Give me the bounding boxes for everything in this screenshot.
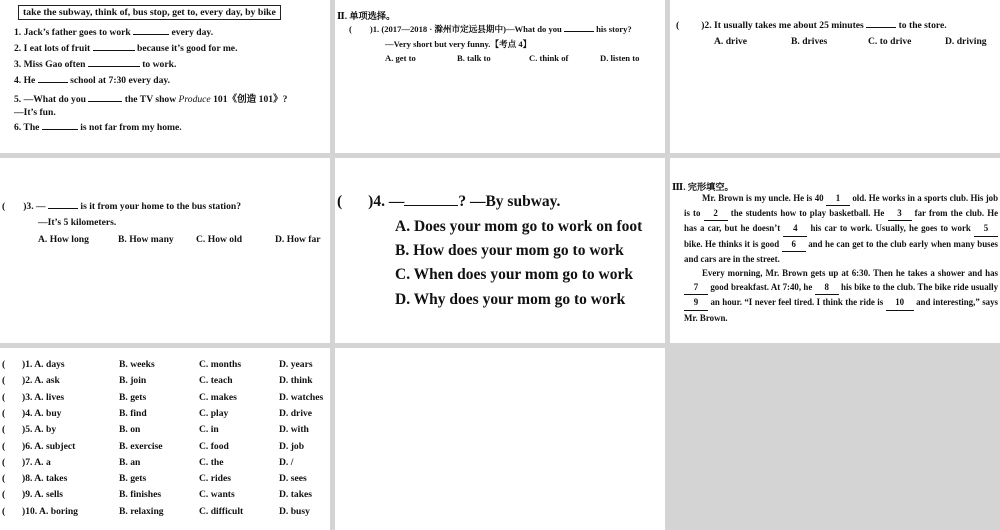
option-c: C. to drive	[868, 36, 912, 47]
option-row-10-c: C. difficult	[199, 505, 244, 517]
answer-paren: (	[2, 359, 6, 370]
option-d: D. driving	[945, 36, 987, 47]
option-row-4-a: )4. A. buy	[22, 407, 62, 419]
word-bank-box: take the subway, think of, bus stop, get to, every day, by bike	[18, 5, 281, 20]
cloze-passage: Mr. Brown is my uncle. He is 40 1 old. He works in a sports club. His job is to 2 the students how to play basketball. He 3 far from the club. He has a car, but he doesn’t 4 his car to work. Usually, he goes to work 5 bike. He thinks it is good 6 and he can get to the club early when many buses and cars are in the street. Every morning, Mr. Brown gets up at 6:30. Then he takes a shower and has 7 good breakfast. At 7:40, he 8 his bike to the club. The bike ride usually 9 an hour. “I never feel tired. I think the ride is 10 and interesting,” says Mr. Brown.	[684, 193, 999, 323]
option-row-1-a: )1. A. days	[22, 359, 65, 370]
fill-item-5: 5. —What do you the TV show Produce 101《创造 101》?	[14, 94, 288, 105]
question-1: ( )1. (2017—2018 · 滁州市定远县期中)—What do you his story?	[349, 24, 632, 34]
answer-paren: (	[2, 375, 6, 387]
cloze-options-panel	[0, 348, 330, 530]
option-row-5-a: )5. A. by	[22, 424, 57, 436]
answer-paren: (	[2, 440, 6, 452]
option-a: A. drive	[714, 36, 748, 47]
option-row-6-a: )6. A. subject	[22, 440, 76, 452]
option-row-8-b: B. gets	[119, 473, 147, 485]
option-row-10-b: B. relaxing	[119, 505, 164, 517]
option-row-4-b: B. find	[119, 407, 147, 419]
option-d: D. How far	[275, 234, 321, 245]
section-title: Ⅲ. 完形填空。	[672, 182, 734, 192]
question-3: ( )3. — is it from your home to the bus station?	[2, 201, 242, 212]
option-a: A. How long	[38, 234, 89, 245]
option-row-5-b: B. on	[119, 424, 141, 436]
option-row-3-b: B. gets	[119, 391, 147, 403]
option-b: B. drives	[791, 36, 828, 47]
option-row-1-d: D. years	[279, 359, 313, 370]
section-title: Ⅱ. 单项选择。	[337, 11, 396, 21]
option-row-4-c: C. play	[199, 407, 229, 419]
option-b: B. How many	[118, 234, 174, 245]
option-row-10-a: )10. A. boring	[22, 505, 78, 517]
option-row-1-b: B. weeks	[119, 359, 155, 370]
answer-paren: (	[2, 505, 6, 517]
answer-paren: (	[2, 489, 6, 501]
answer-paren: (	[2, 473, 6, 485]
option-row-6-d: D. job	[279, 440, 305, 452]
option-row-8-a: )8. A. takes	[22, 473, 68, 485]
option-row-2-d: D. think	[279, 375, 313, 387]
option-row-3-a: )3. A. lives	[22, 391, 65, 403]
fill-item-5-reply: —It’s fun.	[14, 107, 56, 118]
option-row-3-c: C. makes	[199, 391, 237, 403]
option-row-5-c: C. in	[199, 424, 219, 436]
fill-item-6: 6. The is not far from my home.	[14, 122, 182, 133]
option-row-9-a: )9. A. sells	[22, 489, 64, 501]
option-a: A. Does your mom go to work on foot	[395, 218, 643, 235]
option-row-9-b: B. finishes	[119, 489, 162, 501]
question-2: ( )2. It usually takes me about 25 minutes to the store.	[676, 20, 947, 31]
answer-paren: (	[2, 407, 6, 419]
option-row-8-d: D. sees	[279, 473, 307, 485]
option-row-7-a: )7. A. a	[22, 456, 51, 468]
blank-panel	[335, 348, 665, 530]
option-b: B. talk to	[457, 53, 491, 63]
option-c: C. When does your mom go to work	[395, 266, 633, 283]
fill-item-2: 2. I eat lots of fruit because it’s good for me.	[14, 43, 238, 54]
option-row-10-d: D. busy	[279, 505, 310, 517]
question-3-reply: —It’s 5 kilometers.	[38, 217, 117, 228]
option-row-6-b: B. exercise	[119, 440, 163, 452]
question-3-panel	[0, 158, 330, 343]
empty-area	[670, 348, 1000, 530]
option-row-8-c: C. rides	[199, 473, 231, 485]
question-4: ( )4. — ? —By subway.	[337, 193, 561, 210]
option-a: A. get to	[385, 53, 416, 63]
answer-paren: (	[2, 456, 6, 468]
cloze-passage-panel	[670, 158, 1000, 343]
answer-paren: (	[2, 424, 6, 436]
question-4-panel	[335, 158, 665, 343]
fill-in-panel	[0, 0, 330, 153]
fill-item-3: 3. Miss Gao often to work.	[14, 59, 177, 70]
option-c: C. think of	[529, 53, 569, 63]
option-row-4-d: D. drive	[279, 407, 313, 419]
option-b: B. How does your mom go to work	[395, 242, 624, 259]
option-row-5-d: D. with	[279, 424, 309, 436]
option-row-7-b: B. an	[119, 456, 141, 468]
option-row-6-c: C. food	[199, 440, 229, 452]
question-1-reply: —Very short but very funny.【考点 4】	[385, 39, 532, 49]
option-row-9-c: C. wants	[199, 489, 235, 501]
option-row-2-c: C. teach	[199, 375, 233, 387]
option-row-7-c: C. the	[199, 456, 224, 468]
option-d: D. Why does your mom go to work	[395, 291, 626, 308]
option-row-2-b: B. join	[119, 375, 147, 387]
option-row-9-d: D. takes	[279, 489, 313, 501]
option-row-2-a: )2. A. ask	[22, 375, 60, 387]
single-choice-panel	[335, 0, 665, 153]
option-row-1-c: C. months	[199, 359, 242, 370]
answer-paren: (	[2, 391, 6, 403]
option-row-7-d: D. /	[279, 456, 294, 468]
option-c: C. How old	[196, 234, 243, 245]
option-d: D. listen to	[600, 53, 640, 63]
fill-item-4: 4. He school at 7:30 every day.	[14, 75, 171, 86]
option-row-3-d: D. watches	[279, 391, 324, 403]
question-2-panel	[670, 0, 1000, 153]
fill-item-1: 1. Jack’s father goes to work every day.	[14, 27, 214, 38]
